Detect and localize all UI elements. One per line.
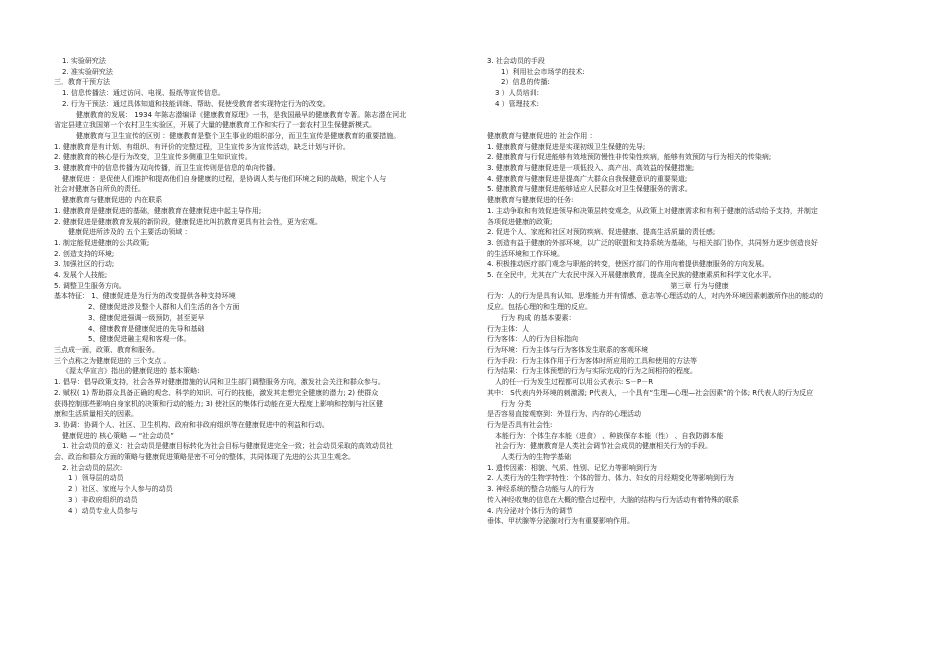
left-column-line: 健康促进 ：是促使人们维护和提高他们自身健康的过程，是协调人类与他们环境之间的战略，规定个人与: [62, 174, 387, 183]
right-column-line: 反应。包括心理的和生理的反应。: [487, 303, 592, 312]
right-column-line: 人类行为的生物学基础: [501, 453, 571, 462]
right-column-line: 5. 健康教育与健康促进能够适应人民群众对卫生保健服务的需求。: [487, 185, 692, 194]
left-column-line: 三点成一面，政策、教育和服务。: [54, 345, 159, 354]
left-column-line: 3 ）非政府组织的动员: [68, 495, 138, 504]
right-column-line: 行为 构成 的基本要素：: [501, 313, 576, 322]
right-column-line: 3. 社会动员的手段: [487, 57, 545, 65]
right-column-line: 1. 健康教育与健康促进是实现初级卫生保健的先导;: [487, 142, 646, 151]
left-column-line: 1. 健康教育是健康促进的基础，健康教育在健康促进中起主导作用;: [54, 206, 262, 215]
left-column-line: 5. 调整卫生服务方向。: [54, 281, 126, 290]
left-column-line: 1. 制定能促进健康的公共政策;: [54, 238, 150, 247]
left-column-line: 2. 准实验研究法: [62, 67, 113, 76]
left-column-line: 健康促进所涉及的 五个主要活动领域 ：: [68, 228, 192, 237]
right-column-line: 5. 在全民中，尤其在广大农民中深入开展健康教育，提高全民族的健康素质和科学文化水平。: [487, 271, 776, 280]
left-column-line: 5、健康促进融主观和客观一体。: [88, 335, 191, 344]
right-column-line: 行为主体：人: [487, 324, 529, 333]
right-column-line: 传入神经收集的信息在大概的整合过程中，大脑的结构与行为活动有着特殊的联系: [487, 495, 739, 504]
left-column-line: 社会对健康各自所负的责任。: [54, 185, 145, 194]
left-column-line: 1. 实验研究法: [62, 57, 106, 65]
left-column-line: 三个点称之为健康促进的 三个支点 。: [54, 356, 171, 365]
left-column-line: 3. 健康教育中的信息传播为双向传播，而卫生宣传则是信息的单向传播。: [54, 164, 280, 173]
right-column-line: 4. 内分泌对个体行为的调节: [487, 506, 573, 515]
left-column-line: 4 ）动员专业人员参与: [68, 506, 138, 515]
left-column-line: 2 ）社区、家庭与个人参与的动员: [68, 485, 173, 494]
right-column-line: 第三章 行为与健康: [670, 281, 729, 290]
right-column-line: 行为客体：人的行为目标指向: [487, 335, 578, 344]
right-column-line: 1）利用社会市场学的技术:: [501, 67, 585, 76]
left-column-line: 2. 创造支持的环境;: [54, 249, 115, 258]
right-column-line: 的生活环境和工作环境。: [487, 249, 564, 258]
right-column-line: 2. 健康教育与行促进能够有效地预防慢性非传染性疾病，能够有效预防与行为相关的传染病;: [487, 153, 772, 162]
right-column-line: 3. 创造有益于健康的外部环境，以广泛的联盟和支持系统为基础，与相关部门协作，共同努力逐步创造良好: [487, 238, 818, 247]
left-column-line: 2. 健康促进是健康教育发展的新阶段，健康促进比叫抗教育更具有社会性，更为宏观。: [54, 217, 322, 226]
right-column-line: 健康教育与健康促进的任务:: [487, 196, 574, 205]
left-column-line: 1. 健康教育是有计划、有组织、有评价的完整过程，卫生宣传多为宣传活动，缺乏计划与评价。: [54, 142, 350, 151]
left-column-line: 省定县建立我国第一个农村卫生实验区，开展了大量的健康教育工作和实行了一套农村卫生保健新模式。: [54, 121, 376, 130]
right-column-line: 2. 促进个人、家庭和社区对预防疾病、促进健康、提高生活质量的责任感;: [487, 228, 716, 237]
right-text-column: [487, 56, 912, 527]
right-column-line: 行为结果：行为主体预想的行为与实际完成的行为之间相符的程度。: [487, 367, 697, 376]
left-column-line: 1. 信息传播法：通过访问、电视、报纸等宣传信息。: [62, 89, 225, 98]
right-column-line: [487, 110, 912, 121]
left-column-line: 健康促进的 核心策略 — “社会动员”: [62, 431, 174, 440]
left-column-line: 《渥太华宣言》指出的健康促进的 基本策略:: [62, 367, 200, 376]
left-column-line: 2. 行为干预法：通过具体知道和技能训练、帮助、促使受教育者实现特定行为的改变。: [62, 99, 330, 108]
left-column-line: 3. 加强社区的行动;: [54, 260, 115, 269]
left-column-line: 会、政治和群众方面的策略与健康促进策略是密不可分的整体，共同体现了先进的公共卫生观念。: [54, 453, 355, 462]
right-column-line: 3. 健康教育与健康促进是一项低投入、高产出、高效益的保健措施;: [487, 164, 695, 173]
left-column-line: 获得控制那些影响自身家机的决策和行动的能力; 3) 使社区的集体行动能在更大程度上影响和控制与社区健: [54, 399, 383, 408]
left-column-line: 4、健康教育是健康促进的先导和基础: [88, 324, 205, 333]
right-column-line: 行为环境：行为主体与行为客体发生联系的客观环境: [487, 345, 648, 354]
left-column-line: 基本特征： 1、健康促进是为行为的改变提供各种支持环境: [54, 292, 236, 301]
right-column-line: 1. 遗传因素：相貌、气质、性别、记忆力等影响到行为: [487, 463, 657, 472]
left-column-line: 健康教育与卫生宣传的区别 ：健康教育是整个卫生事业的组织部分，而卫生宣传是健康教育的重要措施。: [76, 131, 401, 140]
right-column-line: 人的任一行为发生过程都可以用公式表示: S－P－R: [495, 378, 654, 387]
right-column-line: 垂体、甲状腺等分泌腺对行为有重要影响作用。: [487, 517, 634, 526]
left-column-line: 健康教育的发展： 1934 年陈志潜编译《健康教育原理》一书，是我国最早的健康教育专著。陈志潜在河北: [76, 110, 407, 119]
left-column-line: 3. 协调：协调个人、社区、卫生机构、政府和非政府组织等在健康促进中的利益和行动。: [54, 420, 329, 429]
left-column-line: 健康教育与健康促进的 内在联系: [62, 196, 163, 205]
right-column-line: 健康教育与健康促进的 社会作用 ：: [487, 131, 597, 140]
left-column-line: 4. 发展个人技能;: [54, 271, 108, 280]
left-text-column: [54, 56, 472, 516]
right-column-line: 4. 健康教育与健康促进是提高广大群众自我保健意识的重要渠道;: [487, 174, 688, 183]
right-column-line: 是否容易直接观察到：外显行为、内存的心理活动: [487, 410, 641, 419]
left-column-line: 1. 倡导：倡导政策支持，社会各界对健康措施的认同和卫生部门调整服务方向，激发社会关注和群众参与。: [54, 378, 385, 387]
right-column-line: 行为：人的行为是具有认知、思维能力并有情感、意志等心理活动的人，对内外环境因素刺激所作出的能动的: [487, 292, 823, 301]
right-column-line: 2）信息的传播:: [501, 78, 550, 87]
right-column-line: 4. 积极推动医疗部门观念与职能的转变，使医疗部门的作用向着提供健康服务的方向发展。: [487, 260, 769, 269]
right-column-line: 3. 神经系统的整合功能与人的行为: [487, 485, 594, 494]
right-column-line: 社会行为：健康教育是人类社会调节社会成员的健康相关行为的手段。: [495, 442, 712, 451]
right-column-line: 1. 主动争取和有效促进领导和决策层转变观念，从政策上对健康需求和有利于健康的活动给予支持，并制定: [487, 206, 818, 215]
left-column-line: 2. 健康教育的核心是行为改变，卫生宣传多侧重卫生知识宣传。: [54, 153, 252, 162]
right-column-line: 其中： S代表内外环境的刺激源; P代表人，一个具有“生理—心理—社会因素”的个体; R代表人的行为反应: [487, 388, 814, 397]
right-column-line: 3 ）人员培训:: [495, 89, 540, 98]
right-column-line: [487, 120, 912, 131]
right-column-line: 行为 分类: [501, 399, 532, 408]
right-column-line: 本能行为：个体生存本能（进食） 、种族保存本能（性） 、自我防御本能: [495, 431, 724, 440]
left-column-line: 3、健康促进强调一级预防，甚至更早: [88, 313, 205, 322]
right-column-line: 4 ）管理技术:: [495, 99, 540, 108]
right-column-line: 行为是否具有社会性:: [487, 420, 553, 429]
right-column-line: 2. 人类行为的生物学特性：个体的智力、体力、妇女的月经期变化等影响到行为: [487, 474, 734, 483]
left-column-line: 1. 社会动员的意义：社会动员是健康目标转化为社会目标与健康促进完全一致；社会动员采取的高效动员社: [62, 442, 393, 451]
right-column-line: 各项促进健康的政策;: [487, 217, 553, 226]
left-column-line: 1 ）领导层的动员: [68, 474, 124, 483]
right-column-line: 行为手段：行为主体作用于行为客体时所应用的工具和使用的方法等: [487, 356, 697, 365]
left-column-line: 康和生活质量相关的因素。: [54, 410, 138, 419]
left-column-line: 2、健康促进涉及整个人群和人们生活的各个方面: [88, 303, 240, 312]
left-column-line: 2. 赋权( 1) 帮助群众具备正确的观念、科学的知识、可行的技能，激发其走想完全健康的潜力; 2) 使群众: [54, 388, 379, 397]
left-column-line: 三．教育干预方法: [54, 78, 110, 87]
left-column-line: 2. 社会动员的层次:: [62, 463, 123, 472]
